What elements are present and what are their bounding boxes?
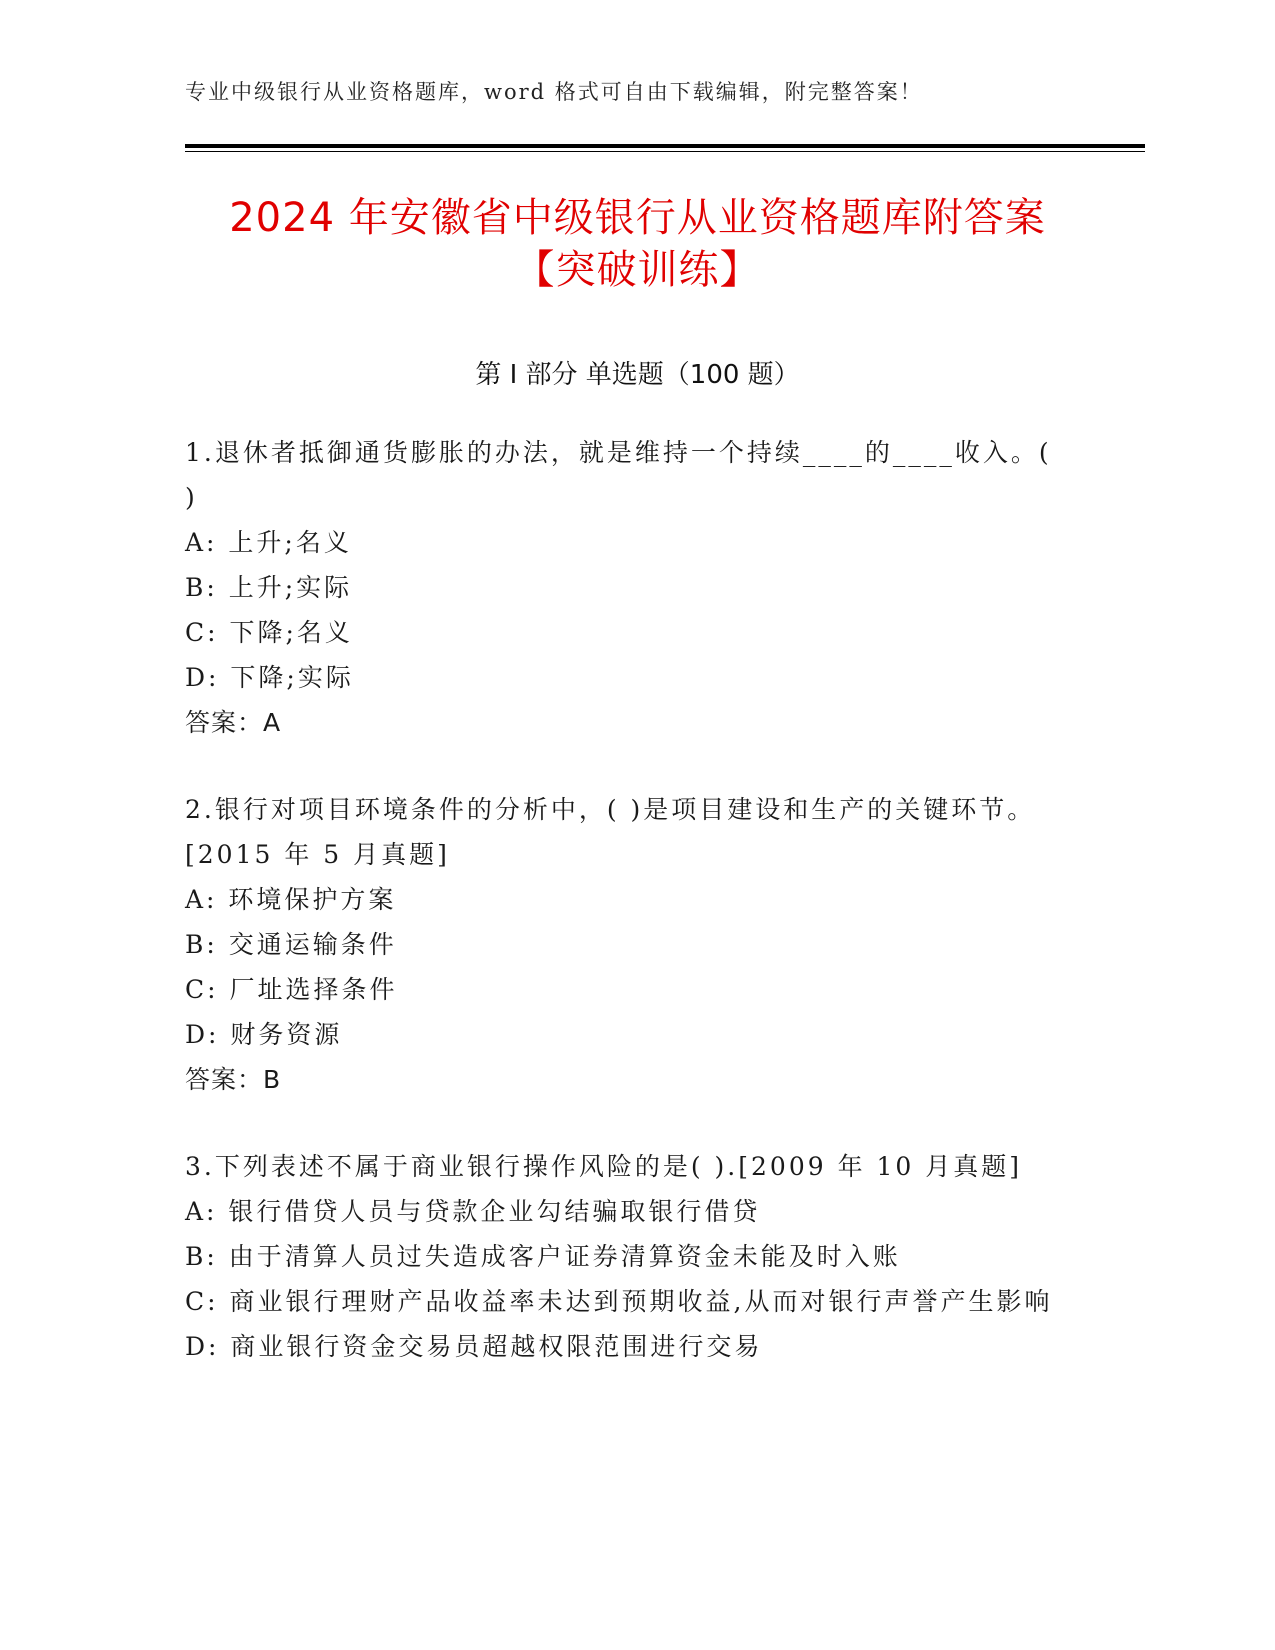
option-d: D: 下降;实际 bbox=[185, 663, 354, 692]
option-b: B: 交通运输条件 bbox=[185, 930, 397, 959]
question-list bbox=[185, 430, 1065, 1411]
option-c: C: 厂址选择条件 bbox=[185, 975, 398, 1004]
question-1 bbox=[185, 430, 1065, 745]
option-a: A: 银行借贷人员与贷款企业勾结骗取银行借贷 bbox=[185, 1197, 761, 1226]
option-d: D: 财务资源 bbox=[185, 1020, 343, 1049]
document-title-line-2: 【突破训练】 bbox=[514, 247, 761, 293]
document-title-line-1: 2024 年安徽省中级银行从业资格题库附答案 bbox=[229, 195, 1046, 241]
option-d: D: 商业银行资金交易员超越权限范围进行交易 bbox=[185, 1332, 763, 1361]
option-c: C: 商业银行理财产品收益率未达到预期收益,从而对银行声誉产生影响 bbox=[185, 1287, 1053, 1316]
option-b: B: 上升;实际 bbox=[185, 573, 353, 602]
question-2 bbox=[185, 787, 1065, 1102]
option-a: A: 环境保护方案 bbox=[185, 885, 397, 914]
question-text: 1.退休者抵御通货膨胀的办法，就是维持一个持续____的____收入。( ) bbox=[185, 438, 1052, 512]
header-rule-thin bbox=[185, 151, 1145, 152]
answer: 答案：B bbox=[185, 1065, 282, 1094]
header-rule-thick bbox=[185, 144, 1145, 148]
option-c: C: 下降;名义 bbox=[185, 618, 353, 647]
question-text: 3.下列表述不属于商业银行操作风险的是( ).[2009 年 10 月真题] bbox=[185, 1152, 1023, 1181]
question-text: 2.银行对项目环境条件的分析中，( )是项目建设和生产的关键环节。[2015 年 5 月真题] bbox=[185, 795, 1036, 869]
question-3 bbox=[185, 1144, 1065, 1369]
document-title bbox=[150, 192, 1125, 296]
option-a: A: 上升;名义 bbox=[185, 528, 352, 557]
option-b: B: 由于清算人员过失造成客户证券清算资金未能及时入账 bbox=[185, 1242, 901, 1271]
answer: 答案：A bbox=[185, 708, 282, 737]
section-title: 第 I 部分 单选题（100 题） bbox=[475, 360, 800, 390]
header-note: 专业中级银行从业资格题库，word 格式可自由下载编辑，附完整答案！ bbox=[185, 80, 923, 104]
